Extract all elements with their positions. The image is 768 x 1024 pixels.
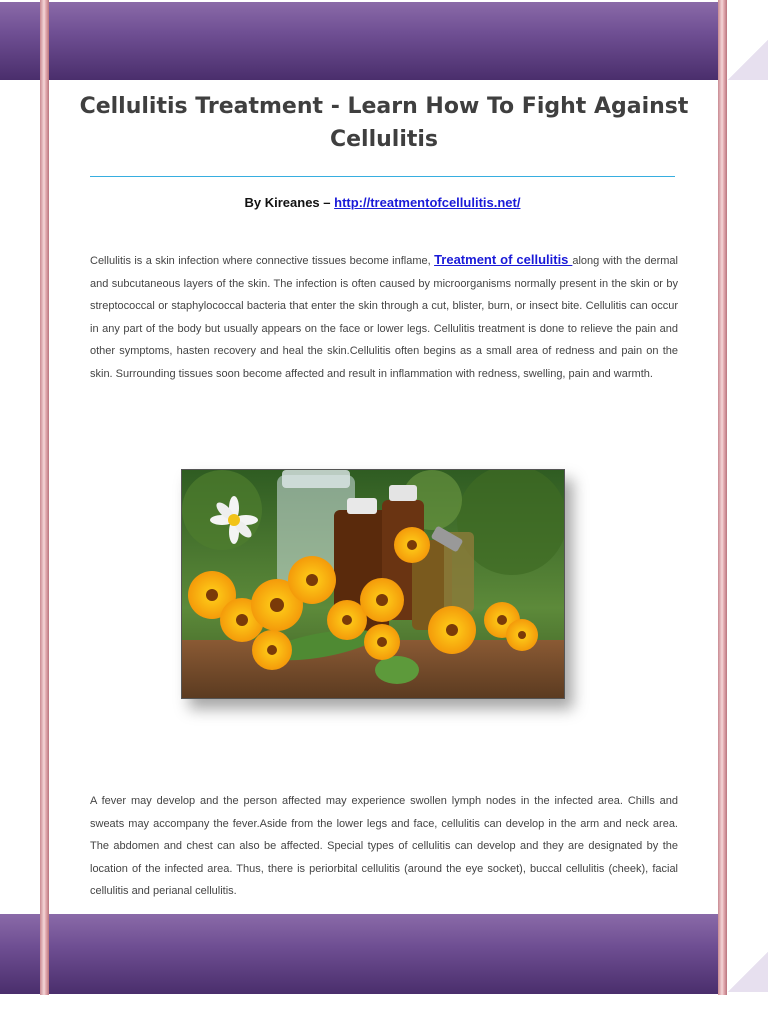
intro-paragraph	[90, 249, 678, 386]
intro-text-end: along with the dermal and subcutaneous layers of the skin. The infection is often caused by microorganisms normally present in the skin or by streptococcal or staphylococcal bacteria that enter the skin through a cut, blister, burn, or insect bite. Cellulitis can occur in any part of the body but usually appears on the face or lower legs. Cellulitis treatment is done to relieve the pain and other symptoms, hasten recovery and heal the skin.Cellulitis often begins as a small area of redness and pain on the skin. Surrounding tissues soon become affected and result in inflammation with redness, swelling, pain and warmth.	[90, 255, 678, 380]
footer-band	[0, 914, 718, 994]
left-rail	[40, 0, 49, 995]
treatment-link[interactable]: Treatment of cellulitis	[434, 252, 573, 267]
header-band	[0, 2, 718, 80]
title-divider	[90, 176, 675, 177]
intro-text-start: Cellulitis is a skin infection where connective tissues become inflame,	[90, 255, 435, 267]
right-rail	[718, 0, 727, 995]
body-paragraph: A fever may develop and the person affected may experience swollen lymph nodes in the infected area. Chills and sweats may accompany the fever.Aside from the lower legs and face, cellulitis can develop in the arm and neck area. The abdomen and chest can also be affected. Special types of cellulitis can develop and they are designated by the location of the infected area. Thus, there is periorbital cellulitis (around the eye socket), buccal cellulitis (cheek), facial cellulitis and perianal cellulitis.	[90, 795, 678, 898]
byline	[90, 195, 675, 210]
byline-author: By Kireanes –	[244, 195, 335, 210]
corner-fold-top	[728, 40, 768, 80]
photo-illustration	[182, 470, 565, 699]
page-title: Cellulitis Treatment - Learn How To Fight Against Cellulitis	[79, 94, 689, 152]
herbal-remedy-photo	[181, 469, 565, 699]
corner-fold-bottom	[728, 952, 768, 992]
site-link[interactable]: http://treatmentofcellulitis.net/	[334, 195, 521, 210]
